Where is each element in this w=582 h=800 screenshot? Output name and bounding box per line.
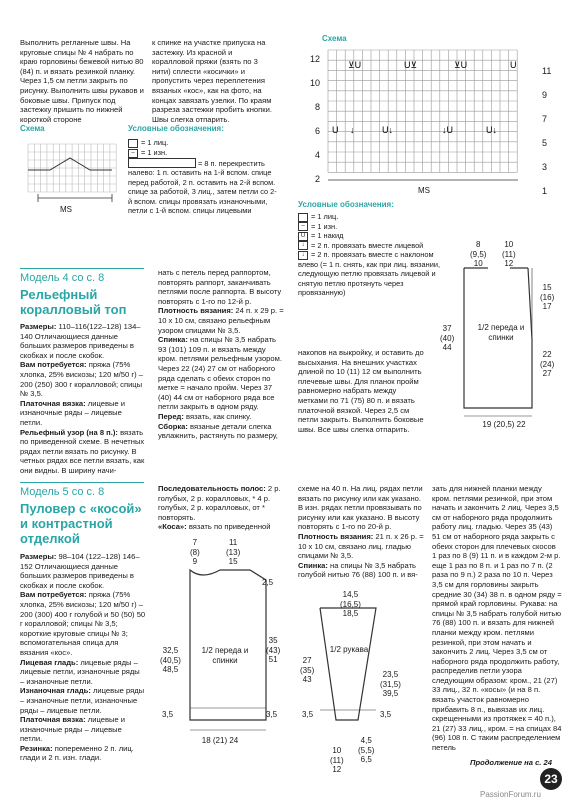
knit-symbol-icon xyxy=(128,139,138,148)
p4-right-dim-top: 15 (16) 17 xyxy=(540,283,555,311)
p5a-shoulder-dim: 2,5 xyxy=(262,578,274,587)
svg-text:U: U xyxy=(510,60,517,70)
legend-right-list xyxy=(298,212,448,297)
schema-right-ms: MS xyxy=(418,186,430,195)
legend-left-item-1: = 1 лиц. xyxy=(128,138,168,148)
intro-text-col2: к спинке на участке припуска на застежку. Из красной и коралловой пряжи (взять по 3 нити) сплести «косички» и пропустить через переплетения вязаных «кос», как на фото, на концах завязать узелки. По краям разреза застежки пробить кнопки. Швы слегка отпарить. xyxy=(152,38,272,124)
p5a-right-dim: 35 (43) 51 xyxy=(266,636,281,664)
model4-rule xyxy=(20,268,144,269)
schema-left-label: Схема xyxy=(20,124,45,133)
svg-text:U⊻: U⊻ xyxy=(404,60,418,70)
p5b-label: 1/2 рукава xyxy=(329,645,369,654)
schema-right-label: Схема xyxy=(322,34,347,43)
model5-col2: Последовательность полос: 2 р. голубых, 2 р. коралловых, * 4 р. голубых, 2 р. коралловых, от * повторять. «Коса»: вязать по приведенной xyxy=(158,484,281,532)
legend-right-item-2: – = 1 изн. xyxy=(298,222,448,232)
schema-right-rows-left: 12 10 8 6 4 2 xyxy=(309,54,320,184)
model5-col3: схеме на 40 п. На лиц. рядах петли вязать по рисунку или как указано. В изн. рядах петли провязывать по рисунку или как указано. В высоту повторять с 1-го по 20-й р. Плотность вязания: 21 п. x 26 р. = 10 x 10 см, связано лиц. гладью спицами № 3,5. Спинка: на спицы № 3,5 набрать голубой нитью 76 (88) 100 п. и вя- xyxy=(298,484,424,580)
model4-col2: нать с петель перед раппортом, повторять раппорт, заканчивать петлями после раппорта. В высоту повторять с 1-го по 12-й р. Плотность вязания: 24 п. x 29 р. = 10 x 10 см, связано рельефным узором спицами № 3,5. Спинка: на спицы № 3,5 набрать 93 (101) 109 п. и вязать между кром. петлями рельефным узором. Через 22 (24) 27 см от наборного ряда сделать с обеих сторон по метке = начало пройм. Через 37 (40) 44 см от наборного ряда все петли закрыть в одном ряду. Перед: вязать, как спинку. Сборка: вязаные детали слегка увлажнить, растянуть по размеру, xyxy=(158,268,284,441)
p5b-left-dim: 27 (35) 43 xyxy=(300,656,315,684)
svg-text:U↓: U↓ xyxy=(382,125,393,135)
p5b-bottom-left: 3,5 xyxy=(302,710,314,719)
svg-text:U↓: U↓ xyxy=(486,125,497,135)
yarn-over-icon: U xyxy=(298,232,308,241)
p5b-bottom-dims: 10 (11) 12 xyxy=(330,746,344,774)
intro-text-col1: Выполнить регланные швы. На круговые спицы № 4 набрать по краю горловины бежевой нитью 80 (84) п. и вязать резинкой планку. Через 1,5 см петли закрыть по рисунку. Выполнить швы рукавов и боковые швы. Припуск под застежку пришить по нижней короткой стороне xyxy=(20,38,144,124)
p4-top-left-dim: 8 (9,5) 10 xyxy=(470,240,487,268)
p4-label: 1/2 переда и спинки xyxy=(477,323,525,342)
continued-note: Продолжение на с. 24 xyxy=(470,758,552,767)
model5-label: Модель 5 со с. 8 xyxy=(20,486,105,498)
svg-text:↓U: ↓U xyxy=(442,125,453,135)
schema-left-ms: MS xyxy=(60,205,72,214)
purl-symbol-icon: – xyxy=(298,222,308,231)
purl-symbol-icon: – xyxy=(128,149,138,158)
p5a-bottom-right: 3,5 xyxy=(266,710,278,719)
p5a-label: 1/2 переда и спинки xyxy=(201,646,249,665)
watermark: PassionForum.ru xyxy=(480,790,541,799)
model5-col4: зать для нижней планки между кром. петлями резинкой, при этом начать и закончить 2 лиц. Через 3,5 см от наборного ряда продолжить работу лиц. гладью. Через 35 (43) 51 см от наборного ряда закрыть с обеих сторон для плечевых скосов 1 раз по 8 (9) 11 п. и в каждом 2-м р. еще 1 раз по 8 п. и 1 раз по 7 п. (2 раза по 9 п.) 2 раза по 10 п. Через 3,5 см для горловины закрыть средние 30 (34) 38 п. в одном ряду = прямой край горловины. Рукава: на спицы № 3,5 набрать голубой нитью 76 (88) 100 п. и вязать для нижней планки между кром. петлями резинкой, при этом начать и закончить 2 лиц. Через 3,5 см от наборного ряда продолжить работу, распределив петли узора следующим образом: кром., 21 (27) 33 лиц., 32 п. «косы» (и на 8 п. вязать участок равномерно прибавить 8 п., вывязав их лиц. скрещенными из протяжек = 40 п.), 21 (27) 33 лиц., кром. = на спицах 84 (96) 108 п. С таким распределением петель xyxy=(432,484,562,753)
legend-right-item-4: ↓ = 2 п. провязать вместе лицевой xyxy=(298,241,448,251)
p4-left-dim: 37 (40) 44 xyxy=(440,324,455,352)
svg-text:↓: ↓ xyxy=(350,125,355,135)
p5a-left-dim: 32,5 (40,5) 48,5 xyxy=(160,646,181,674)
p5a-bottom-dim: 18 (21) 24 xyxy=(201,736,239,745)
schema-right-grid xyxy=(322,44,538,184)
legend-left-item-2: – = 1 изн. xyxy=(128,148,167,158)
page-number: 23 xyxy=(540,768,562,790)
legend-right-item-5: ↓ = 2 п. провязать вместе с наклоном влево (= 1 п. снять, как при лиц. вязании, следующую петлю провязать лицевой и снятую петлю протянуть через провязанную) xyxy=(298,250,441,297)
legend-right-title: Условные обозначения: xyxy=(298,200,394,209)
p4-bottom-dim: 19 (20,5) 22 xyxy=(482,420,526,429)
k2tog-icon: ↓ xyxy=(298,241,308,250)
legend-right-item-3: U = 1 накид xyxy=(298,231,448,241)
p5a-top-left-dim: 7 (8) 9 xyxy=(190,538,200,566)
model5-col1: Размеры: 98–104 (122–128) 146–152 Отличающиеся данные больших размеров приведены в скобках и после скобок. Вам потребуется: пряжа (75% хлопка, 25% вискозы; 120 м/50 г) – 200 (300) 400 г голубой и 50 (50) 50 г коралловой; спицы № 3,5; короткие круговые спицы № 3; вспомогательная спица для вязания «кос». Лицевая гладь: лицевые ряды – лицевые петли, изнаночные ряды – изнаночные петли. Изнаночная гладь: лицевые ряды – изнаночные петли, изнаночные ряды – лицевые петли. Платочная вязка: лицевые и изнаночные ряды – лицевые петли. Резинка: попеременно 2 п. лиц. глади и 2 п. изн. глади. xyxy=(20,552,146,763)
model4-col1: Размеры: 110–116(122–128) 134–140 Отличающиеся данные больших размеров приведены в скобках и после скобок. Вам потребуется: пряжа (75% хлопка, 25% вискозы; 120 м/50 г) – 200 (250) 300 г коралловой; спицы № 3,5. Платочная вязка: лицевые и изнаночные ряды – лицевые петли. Рельефный узор (на 8 п.): вязать по приведенной схеме. В нечетных рядах петли вязать по рисунку. В четных рядах все петли вязать, как они видны. В ширину начи- xyxy=(20,322,145,475)
model5-title: Пуловер с «косой» и контрастной отделкой xyxy=(20,501,142,546)
model5-rule xyxy=(20,482,144,483)
schema-left-grid xyxy=(20,136,126,218)
model4-label: Модель 4 со с. 8 xyxy=(20,272,105,284)
svg-text:U: U xyxy=(332,125,339,135)
legend-left-title: Условные обозначения: xyxy=(128,124,224,133)
p5b-bottom-dims2: 4,5 (5,5) 6,5 xyxy=(358,736,375,764)
pattern5a-diagram xyxy=(160,540,280,740)
svg-text:⊻U: ⊻U xyxy=(454,60,468,70)
p5b-top-dim: 14,5 (16,5) 18,5 xyxy=(340,590,361,618)
schema-right-rows-right: 11 9 7 5 3 1 xyxy=(542,66,552,196)
p5a-top-right-dim: 11 (13) 15 xyxy=(226,538,241,566)
p4-right-dim-bottom: 22 (24) 27 xyxy=(540,350,555,378)
p4-top-right-dim: 10 (11) 12 xyxy=(502,240,516,268)
p5a-bottom-left: 3,5 xyxy=(162,710,174,719)
svg-text:⊻U: ⊻U xyxy=(348,60,362,70)
p5b-bottom-right: 3,5 xyxy=(380,710,392,719)
legend-left-cable-text: = 8 п. перекрестить налево: 1 п. оставить на 1-й вспом. спице перед работой, 2 п. оставить на 2-й вспом. спице за работой, 3 лиц., затем петли со 2-й вспом. спицы провязать изнаночными, петли с 1-й вспом. спицы лицевыми xyxy=(128,159,277,216)
model4-col3: накопов на выкройку, и оставить до высыхания. На внешних участках длиной по 10 (11) 12 см выполнить плечевые швы. Для планок пройм равномерно набрать между метками по 71 (75) 80 п. и вязать платочной вязкой. Через 2,5 см петли закрыть. Выполнить боковые швы. Все швы слегка отпарить. xyxy=(298,348,424,434)
model4-title: Рельефный коралловый топ xyxy=(20,287,127,317)
ssk-icon: ↓ xyxy=(298,251,308,260)
legend-right-item-1: = 1 лиц. xyxy=(298,212,448,222)
p5b-right-dim: 23,5 (31,5) 39,5 xyxy=(380,670,401,698)
knit-symbol-icon xyxy=(298,213,308,222)
